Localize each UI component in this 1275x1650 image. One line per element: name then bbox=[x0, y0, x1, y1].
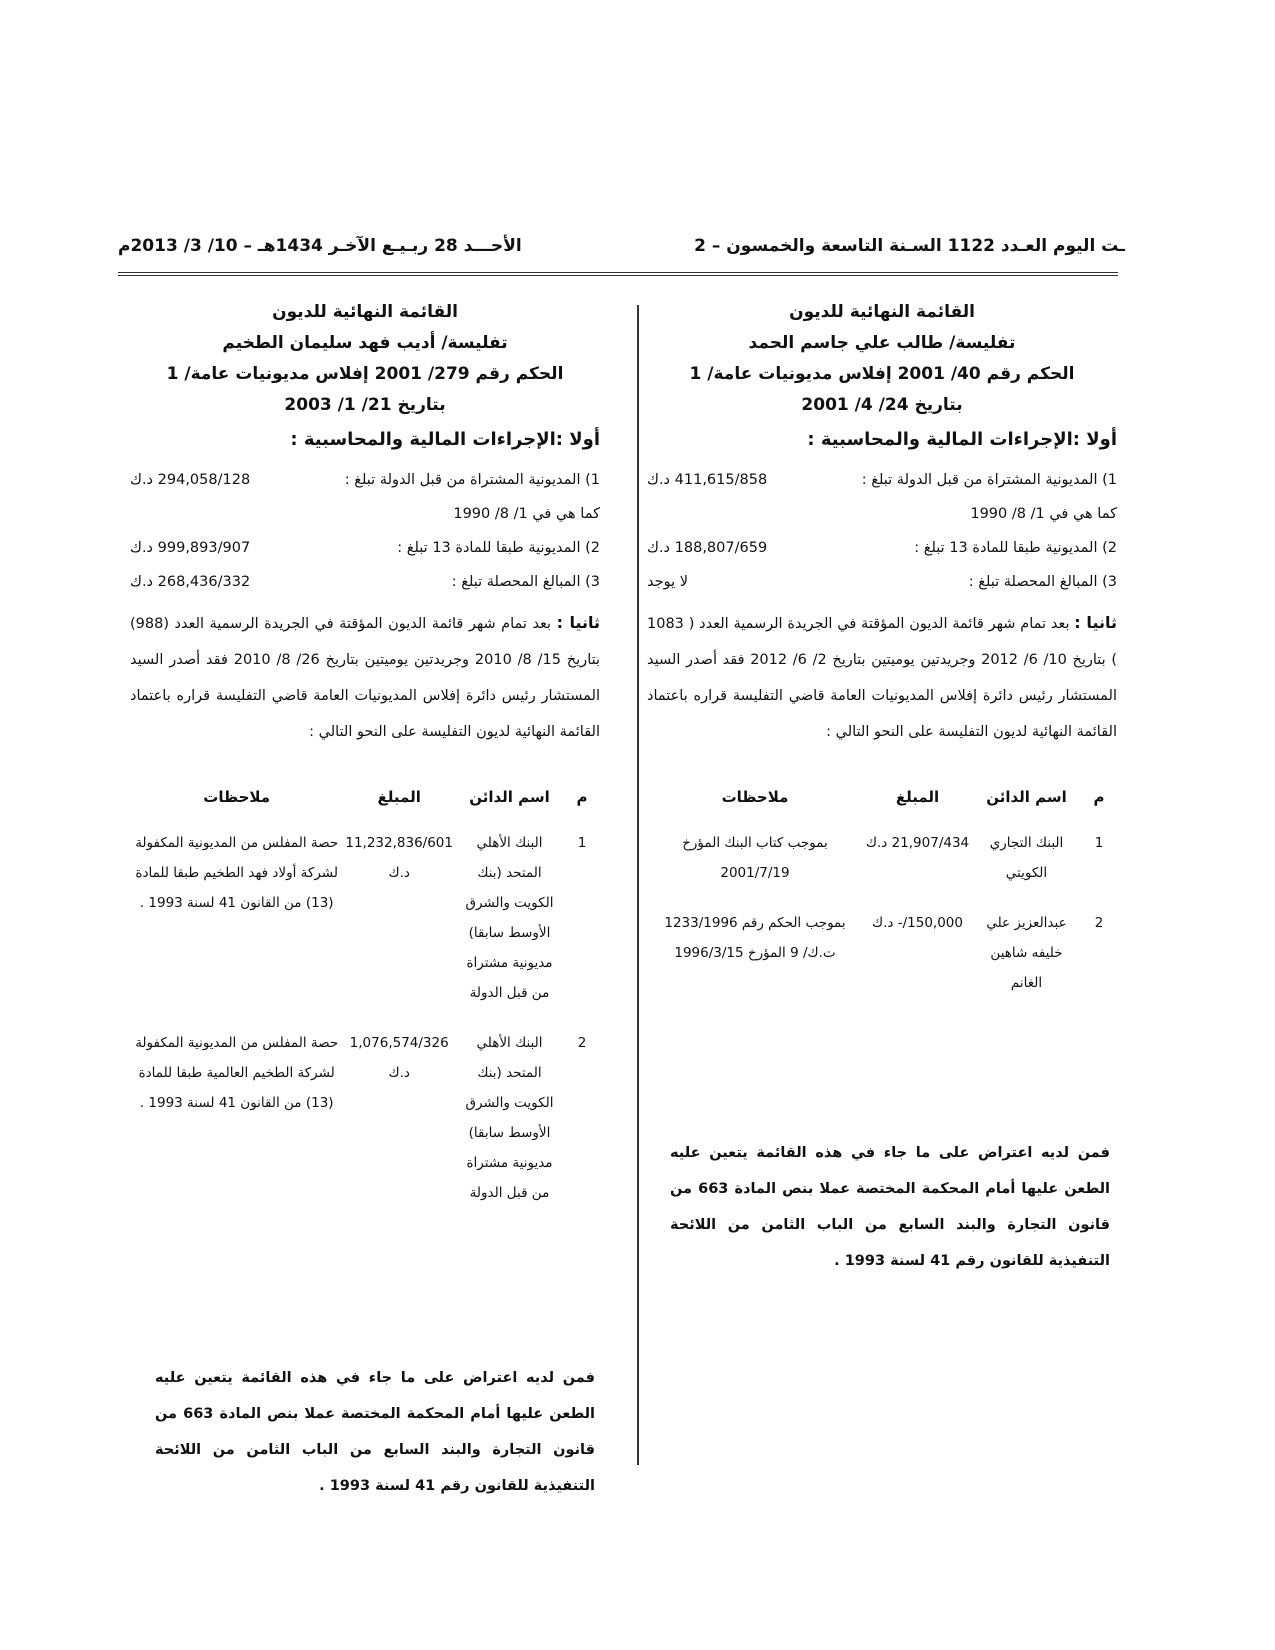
cell-number: 2 bbox=[1094, 915, 1104, 931]
ruling-date: بتاريخ 21/ 1/ 2003 bbox=[284, 395, 446, 415]
cell-number: 1 bbox=[577, 835, 587, 851]
column-divider bbox=[637, 305, 639, 1465]
left-column bbox=[130, 297, 600, 1224]
ruling-number: الحكم رقم 40/ 2001 إفلاس مديونيات عامة/ 1 bbox=[689, 364, 1075, 384]
debt-item-label: 1) المديونية المشتراة من قبل الدولة تبلغ : bbox=[861, 472, 1117, 488]
table-header-row bbox=[647, 778, 1117, 824]
cell-remarks: حصة المفلس من المديونية المكفولة لشركة أولاد فهد الطخيم طبقا للمادة (13) من القانون 41 لسنة 1993 . bbox=[135, 835, 339, 911]
objection-notice-left: فمن لديه اعتراض على ما جاء في هذه القائمة يتعين عليه الطعن عليها أمام المحكمة المختصة عملا بنص المادة 663 من قانون التجارة والبند السابع من الباب الثامن من اللائحة التنفيذية للقانون رقم 41 لسنة 1993 . bbox=[155, 1370, 596, 1494]
col-header-remarks: ملاحظات bbox=[203, 788, 271, 806]
table-row bbox=[130, 824, 600, 1024]
section-second-label: ثانيا : bbox=[1074, 613, 1117, 632]
list-title: القائمة النهائية للديون bbox=[789, 302, 975, 322]
debt-item-label: 2) المديونية طبقا للمادة 13 تبلغ : bbox=[397, 540, 600, 556]
col-header-creditor: اسم الدائن bbox=[469, 788, 550, 806]
debt-item-note: كما هي في 1/ 8/ 1990 bbox=[453, 506, 600, 522]
debt-item-amount: 999,893/907 د.ك bbox=[130, 540, 251, 556]
section-second-label: ثانيا : bbox=[556, 613, 601, 632]
debt-item-3 bbox=[130, 565, 600, 599]
debt-item-label: 1) المديونية المشتراة من قبل الدولة تبلغ : bbox=[344, 472, 600, 488]
debt-item-note: كما هي في 1/ 8/ 1990 bbox=[970, 506, 1117, 522]
header-rule bbox=[118, 272, 1118, 276]
objection-notice-right: فمن لديه اعتراض على ما جاء في هذه القائمة يتعين عليه الطعن عليها أمام المحكمة المختصة عملا بنص المادة 663 من قانون التجارة والبند السابع من الباب الثامن من اللائحة التنفيذية للقانون رقم 41 لسنة 1993 . bbox=[670, 1145, 1111, 1269]
cell-number: 1 bbox=[1094, 835, 1104, 851]
cell-remarks: بموجب كتاب البنك المؤرخ 2001/7/19 bbox=[682, 835, 828, 881]
cell-amount: 150,000/- د.ك bbox=[872, 915, 963, 931]
table-row bbox=[130, 1024, 600, 1224]
col-header-amount: المبلغ bbox=[377, 788, 421, 806]
creditors-table bbox=[130, 778, 600, 1224]
section-financial-heading: أولا :الإجراءات المالية والمحاسبية : bbox=[290, 429, 600, 450]
debt-item-amount: 188,807/659 د.ك bbox=[647, 540, 768, 556]
debt-item-label: 3) المبالغ المحصلة تبلغ : bbox=[968, 574, 1117, 590]
cell-amount: 1,076,574/326 د.ك bbox=[349, 1035, 449, 1081]
section-financial-heading: أولا :الإجراءات المالية والمحاسبية : bbox=[807, 429, 1117, 450]
debt-item-label: 3) المبالغ المحصلة تبلغ : bbox=[451, 574, 600, 590]
cell-remarks: بموجب الحكم رقم 1233/1996 ت.ك/ 9 المؤرخ 1996/3/15 bbox=[664, 915, 846, 961]
col-header-number: م bbox=[576, 788, 588, 806]
cell-amount: 21,907/434 د.ك bbox=[865, 835, 970, 851]
debt-item-1 bbox=[130, 463, 600, 497]
list-title: القائمة النهائية للديون bbox=[272, 302, 458, 322]
debt-item-1 bbox=[647, 463, 1117, 497]
col-header-amount: المبلغ bbox=[895, 788, 940, 806]
cell-creditor: البنك التجاري الكويتي bbox=[989, 835, 1064, 881]
col-header-remarks: ملاحظات bbox=[721, 788, 789, 806]
table-row bbox=[647, 824, 1117, 904]
cell-creditor: البنك الأهلي المتحد (بنك الكويت والشرق الأوسط سابقا) مديونية مشتراة من قبل الدولة bbox=[465, 1035, 554, 1201]
right-column bbox=[647, 297, 1117, 1014]
col-header-creditor: اسم الدائن bbox=[986, 788, 1067, 806]
section-second-text: بعد تمام شهر قائمة الديون المؤقتة في الجريدة الرسمية العدد ( 1083 ) بتاريخ 10/ 6/ 2012 وجريدتين يوميتين بتاريخ 2/ 6/ 2012 فقد أصدر السيد المستشار رئيس دائرة إفلاس المديونيات العامة قاضي التفليسة قراره باعتماد القائمة النهائية لديون التفليسة على النحو التالي : bbox=[647, 616, 1118, 740]
bankrupt-name: تفليسة/ أديب فهد سليمان الطخيم bbox=[222, 333, 508, 353]
ruling-date: بتاريخ 24/ 4/ 2001 bbox=[801, 395, 963, 415]
debt-item-3 bbox=[647, 565, 1117, 599]
ruling-number: الحكم رقم 279/ 2001 إفلاس مديونيات عامة/ 1 bbox=[166, 364, 564, 384]
debt-item-2 bbox=[130, 531, 600, 565]
debt-item-label: 2) المديونية طبقا للمادة 13 تبلغ : bbox=[914, 540, 1117, 556]
debt-item-amount: 268,436/332 د.ك bbox=[130, 574, 251, 590]
col-header-number: م bbox=[1093, 788, 1105, 806]
bankrupt-name: تفليسة/ طالب علي جاسم الحمد bbox=[748, 333, 1016, 353]
cell-creditor: البنك الأهلي المتحد (بنك الكويت والشرق الأوسط سابقا) مديونية مشتراة من قبل الدولة bbox=[465, 835, 554, 1001]
debt-item-2 bbox=[647, 531, 1117, 565]
header-issue-info: ـت اليوم العـدد 1122 السـنة التاسعة والخمسون – 2 bbox=[694, 236, 1125, 256]
table-header-row bbox=[130, 778, 600, 824]
cell-remarks: حصة المفلس من المديونية المكفولة لشركة الطخيم العالمية طبقا للمادة (13) من القانون 41 لسنة 1993 . bbox=[135, 1035, 339, 1111]
section-second-text: بعد تمام شهر قائمة الديون المؤقتة في الجريدة الرسمية العدد (988) بتاريخ 15/ 8/ 2010 وجريدتين يوميتين بتاريخ 26/ 8/ 2010 فقد أصدر السيد المستشار رئيس دائرة إفلاس المديونيات العامة قاضي التفليسة قراره باعتماد القائمة النهائية لديون التفليسة على النحو التالي : bbox=[130, 616, 601, 740]
cell-number: 2 bbox=[577, 1035, 587, 1051]
cell-creditor: عبدالعزيز علي خليفه شاهين الغانم bbox=[986, 915, 1067, 991]
section-second-paragraph bbox=[647, 605, 1117, 750]
debt-item-amount: 294,058/128 د.ك bbox=[130, 472, 251, 488]
header-date: الأحـــد 28 ربـيـع الآخـر 1434هـ – 10/ 3/ 2013م bbox=[118, 236, 522, 256]
cell-amount: 11,232,836/601 د.ك bbox=[345, 835, 453, 881]
debt-item-amount: لا يوجد bbox=[647, 574, 688, 590]
section-second-paragraph bbox=[130, 605, 600, 750]
creditors-table bbox=[647, 778, 1117, 1014]
debt-item-amount: 411,615/858 د.ك bbox=[647, 472, 768, 488]
table-row bbox=[647, 904, 1117, 1014]
